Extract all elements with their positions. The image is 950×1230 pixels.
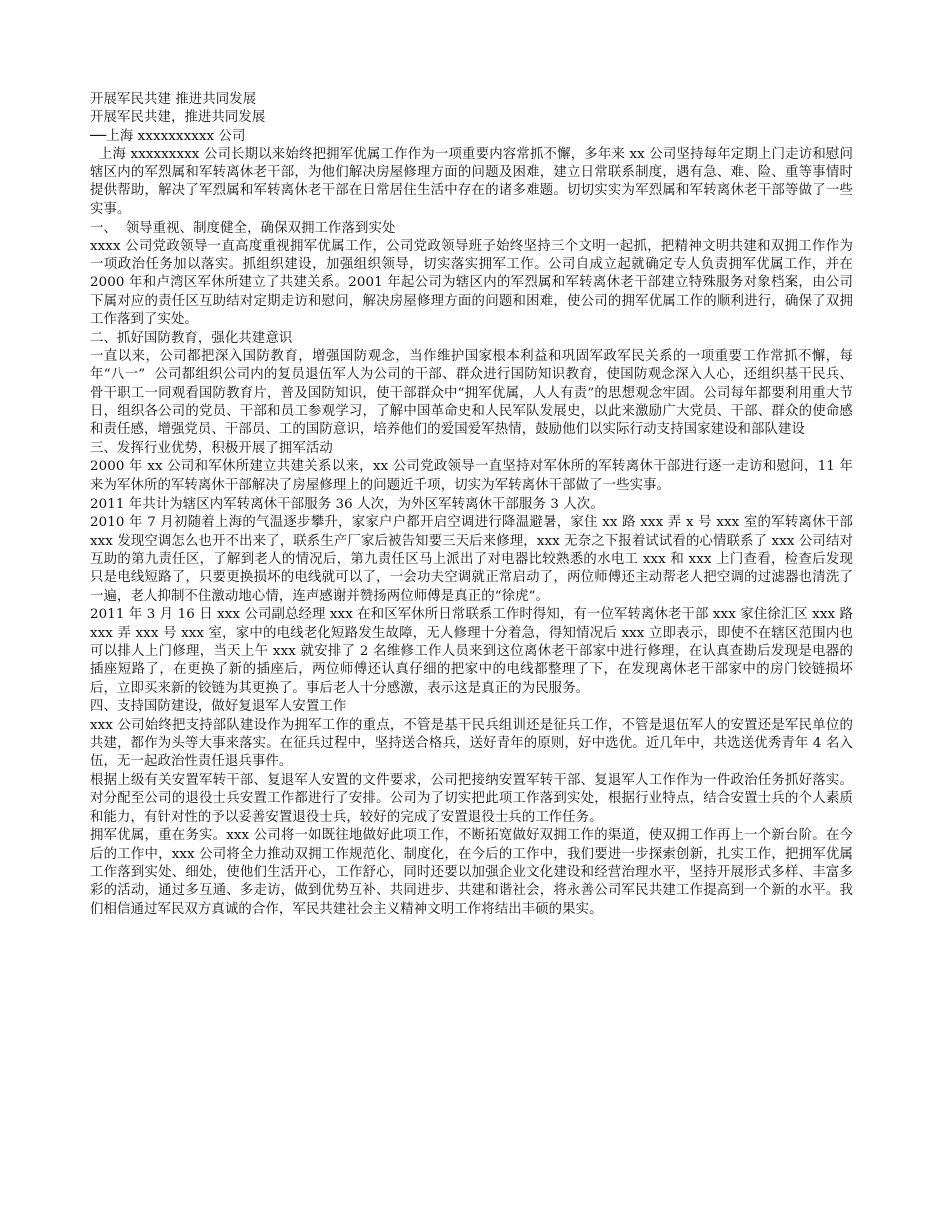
section-heading-3: 三、发挥行业优势，积极开展了拥军活动	[90, 441, 333, 457]
section-4-paragraph-2: 根据上级有关安置军转干部、复退军人安置的文件要求，公司把接纳安置军转干部、复退军人工作作为一件政治任务抓好落实。对分配至公司的退役士兵安置工作都进行了安排。公司为了切实把此项工作落到实处，根据行业特点，结合安置士兵的个人素质和能力，有针对性的予以妥善安置退役士兵，较好的完成了安置退役士兵的工作任务。	[90, 772, 853, 825]
document-byline: ──上海 xxxxxxxxxx 公司	[90, 128, 246, 144]
section-heading-1: 一、 领导重视、制度健全，确保双拥工作落到实处	[90, 220, 396, 236]
section-3-paragraph-2: 2011 年共计为辖区内军转离休干部服务 36 人次，为外区军转离休干部服务 3 人次。	[90, 496, 604, 512]
section-3-paragraph-4: 2011 年 3 月 16 日 xxx 公司副总经理 xxx 在和区军休所日常联系工作时得知，有一位军转离休老干部 xxx 家住徐汇区 xxx 路 xxx 弄 xxx 号 xxx 室，家中的电线老化短路发生故障，无人修理十分着急，得知情况后 xxx 立即表示，即使不在辖区范围内也可以排人上门修理，当天上午 xxx 就安排了 2 名维修工作人员来到这位离休老干部家中进行修理，在认真查勘后发现是电器的插座短路了，在更换了新的插座后，两位师傅还认真仔细的把家中的电线都整理了下，在发现离休老干部家中的房门铰链损坏后，立即买来新的铰链为其更换了。事后老人十分感激，表示这是真正的为民服务。	[90, 607, 853, 696]
section-heading-4: 四、支持国防建设，做好复退军人安置工作	[90, 699, 347, 715]
section-2-paragraph: 一直以来，公司都把深入国防教育，增强国防观念，当作维护国家根本利益和巩固军政军民关系的一项重要工作常抓不懈，每年“八一” 公司都组织公司内的复员退伍军人为公司的干部、群众进行国防知识教育，使国防观念深入人心，还组织基干民兵、骨干职工一同观看国防教育片，普及国防知识，使干部群众中“拥军优属，人人有责”的思想观念牢固。公司每年都要利用重大节日，组织各公司的党员、干部和员工参观学习，了解中国革命史和人民军队发展史，以此来激励广大党员、干部、群众的使命感和责任感，增强党员、干部员、工的国防意识，培养他们的爱国爱军热情，鼓励他们以实际行动支持国家建设和部队建设	[90, 349, 853, 438]
document-title: 开展军民共建 推进共同发展	[90, 92, 257, 107]
section-1-paragraph: xxxx 公司党政领导一直高度重视拥军优属工作，公司党政领导班子始终坚持三个文明一起抓，把精神文明共建和双拥工作作为一项政治任务加以落实。抓组织建设，加强组织领导，切实落实拥军工作。公司自成立起就确定专人负责拥军优属工作，并在 2000 年和卢湾区军休所建立了共建关系。2001 年起公司为辖区内的军烈属和军转离休老干部建立特殊服务对象档案，由公司下属对应的责任区互助结对定期走访和慰问，解决房屋修理方面的问题和困难，使公司的拥军优属工作的顺利进行，确保了双拥工作落到了实处。	[90, 238, 853, 328]
document-subtitle: 开展军民共建，推进共同发展	[90, 110, 266, 126]
section-heading-2: 二、抓好国防教育，强化共建意识	[90, 330, 293, 346]
document-body	[90, 91, 853, 919]
closing-paragraph: 拥军优属，重在务实。xxx 公司将一如既往地做好此项工作，不断拓宽做好双拥工作的渠道，使双拥工作再上一个新台阶。在今后的工作中，xxx 公司将全力推动双拥工作规范化、制度化，在今后的工作中，我们要进一步探索创新，扎实工作，把拥军优属工作落到实处、细处，使他们生活开心，工作舒心，同时还要以加强企业文化建设和经营治理水平，坚持开展形式多样、丰富多彩的活动，通过多互通、多走访，做到优势互补、共同进步、共建和谐社会，将永善公司军民共建工作提高到一个新的水平。我们相信通过军民双方真诚的合作，军民共建社会主义精神文明工作将结出丰硕的果实。	[90, 828, 853, 917]
section-4-paragraph-1: xxx 公司始终把支持部队建设作为拥军工作的重点，不管是基干民兵组训还是征兵工作，不管是退伍军人的安置还是军民单位的共建，都作为头等大事来落实。在征兵过程中，坚持送合格兵，送好青年的原则，好中选优。近几年中，共选送优秀青年 4 名入伍，无一起政治性责任退兵事件。	[90, 717, 853, 770]
section-3-paragraph-1: 2000 年 xx 公司和军休所建立共建关系以来，xx 公司党政领导一直坚持对军休所的军转离休干部进行逐一走访和慰问，11 年来为军休所的军转离休干部解决了房屋修理上的问题近千项，切实为军转离休干部做了一些实事。	[90, 459, 853, 493]
section-3-paragraph-3: 2010 年 7 月初随着上海的气温逐步攀升，家家户户都开启空调进行降温避暑，家住 xx 路 xxx 弄 x 号 xxx 室的军转离休干部 xxx 发现空调怎么也开不出来了，联系生产厂家后被告知要三天后来修理，xxx 无奈之下报着试试看的心情联系了 xxx 公司结对互助的第九责任区，了解到老人的情况后，第九责任区马上派出了对电器比较熟悉的水电工 xxx 和 xxx 上门查看，检查后发现只是电线短路了，只要更换损坏的电线就可以了，一会功夫空调就正常启动了，两位师傅还主动帮老人把空调的过滤器也清洗了一遍，老人抑制不住激动地心情，连声感谢并赞扬两位师傅是真正的“徐虎”。	[90, 515, 853, 604]
intro-paragraph: 上海 xxxxxxxxx 公司长期以来始终把拥军优属工作作为一项重要内容常抓不懈，多年来 xx 公司坚持每年定期上门走访和慰问辖区内的军烈属和军转离休老干部，为他们解决房屋修理方面的问题及困难，建立日常联系制度，遇有急、难、险、重等事情时提供帮助，解决了军烈属和军转离休老干部在日常居住生活中存在的诸多难题。切切实实为军烈属和军转离休老干部等做了一些实事。	[90, 146, 853, 217]
